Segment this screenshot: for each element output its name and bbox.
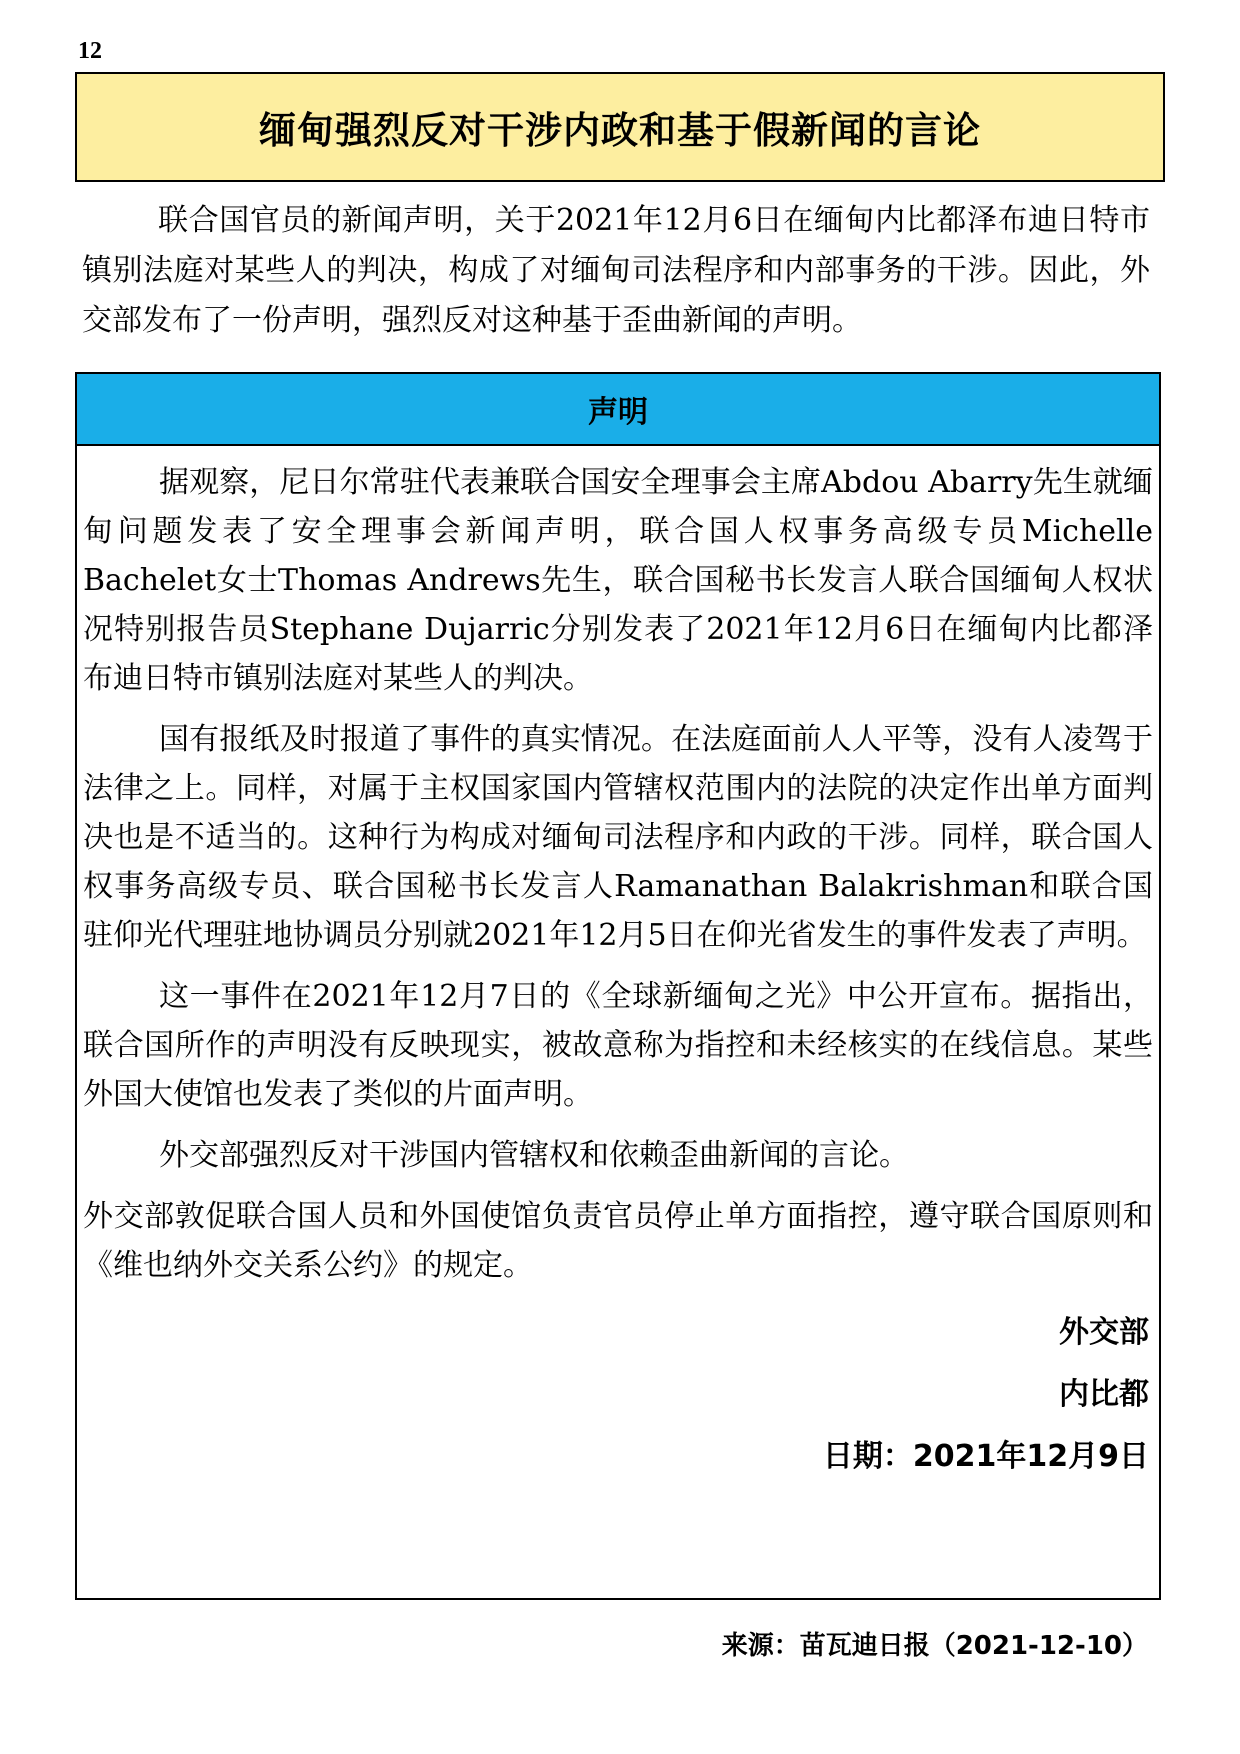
source-citation: 来源：苗瓦迪日报（2021-12-10） — [721, 1631, 1148, 1661]
page-title: 缅甸强烈反对干涉内政和基于假新闻的言论 — [259, 109, 981, 152]
signature-ministry: 外交部 — [1059, 1315, 1149, 1350]
statement-paragraph: 国有报纸及时报道了事件的真实情况。在法庭面前人人平等，没有人凌驾于法律之上。同样，对属于主权国家国内管辖权范围内的法院的决定作出单方面判决也是不适当的。这种行为构成对缅甸司法程序和内政的干涉。同样，联合国人权事务高级专员、联合国秘书长发言人Ramanathan Balakrishman和联合国驻仰光代理驻地协调员分别就2021年12月5日在仰光省发生的事件发表了声明。 — [83, 722, 1153, 953]
statement-paragraph: 这一事件在2021年12月7日的《全球新缅甸之光》中公开宣布。据指出，联合国所作的声明没有反映现实，被故意称为指控和未经核实的在线信息。某些外国大使馆也发表了类似的片面声明。 — [83, 979, 1153, 1112]
statement-heading: 声明 — [588, 395, 648, 430]
statement-body — [77, 446, 1159, 1488]
title-box — [75, 72, 1165, 182]
statement-paragraph: 据观察，尼日尔常驻代表兼联合国安全理事会主席Abdou Abarry先生就缅甸问题发表了安全理事会新闻声明，联合国人权事务高级专员Michelle Bachelet女士Thomas Andrews先生，联合国秘书长发言人联合国缅甸人权状况特别报告员Stephane Dujarric分别发表了2021年12月6日在缅甸内比都泽布迪日特市镇别法庭对某些人的判决。 — [83, 465, 1153, 696]
page-number: 12 — [78, 38, 102, 64]
signature-date: 日期：2021年12月9日 — [822, 1439, 1149, 1474]
statement-paragraph: 外交部敦促联合国人员和外国使馆负责官员停止单方面指控，遵守联合国原则和《维也纳外交关系公约》的规定。 — [83, 1199, 1153, 1283]
signature-city: 内比都 — [1059, 1377, 1149, 1412]
intro-section — [82, 196, 1150, 346]
intro-paragraph: 联合国官员的新闻声明，关于2021年12月6日在缅甸内比都泽布迪日特市镇别法庭对某些人的判决，构成了对缅甸司法程序和内部事务的干涉。因此，外交部发布了一份声明，强烈反对这种基于歪曲新闻的声明。 — [82, 203, 1150, 338]
statement-paragraph: 外交部强烈反对干涉国内管辖权和依赖歪曲新闻的言论。 — [159, 1138, 909, 1173]
statement-header — [77, 374, 1159, 446]
statement-box — [75, 372, 1161, 1600]
signature-block — [83, 1302, 1153, 1488]
